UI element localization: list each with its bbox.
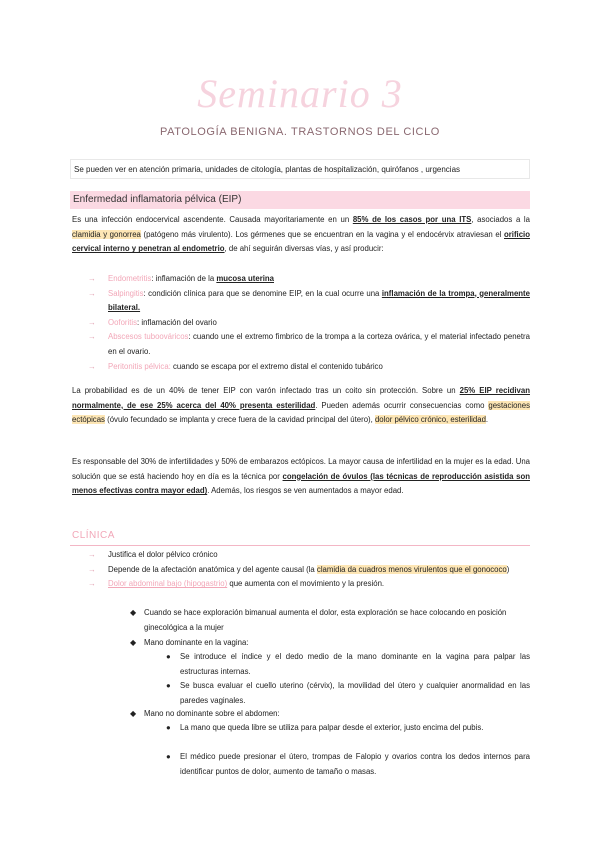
term: Peritonitis pélvica: [108,361,171,371]
sub-list-item [130,636,530,651]
underlined-text: congelación de óvulos (las técnicas de reproducción asistida son menos efectivas contra mayor edad) [72,471,530,496]
text-run: : inflamación del ovario [137,317,217,327]
list-item [88,287,530,316]
term: Abscesos tuboováricos [108,332,189,342]
term: Ooforitis [108,317,138,327]
text-run: , de ahí seguirán diversas vías, y así producir: [224,244,384,254]
intro-box: Se pueden ver en atención primaria, unidades de citología, plantas de hospitalización, quirófanos , urgencias [70,159,530,179]
sub-sub-list-item [166,750,530,779]
underlined-text: 25% EIP recidivan normalmente, de ese 25% acerca del 40% presenta esterilidad [72,386,530,410]
text-run: La probabilidad es de un 40% de tener EIP con varón infectado tras un coito sin protección. Sobre un [72,386,460,395]
term: Dolor abdominal bajo (hipogastrio) [108,579,228,589]
underlined-text: mucosa uterina [216,274,274,283]
text-run: . Además, los riesgos se ven aumentados a mayor edad. [207,486,404,496]
text-run: Depende de la afectación anatómica y del agente causal (la [108,564,317,574]
list-item [88,330,530,359]
clinica-list [88,548,530,592]
list-item [88,563,530,578]
list-item [88,577,530,592]
term: Endometritis [108,274,152,283]
highlighted-text: dolor pélvico crónico, esterilidad [374,415,486,425]
text-run: , asociados a la [471,215,530,224]
term: Salpingitis [108,288,144,298]
text-run: Es una infección endocervical ascendente. Causada mayoritariamente en un [72,215,353,224]
page-title: Seminario 3 [197,71,403,116]
list-item [88,316,530,331]
list-item [88,548,530,563]
dot-bullet-icon: ● [166,681,171,690]
diamond-bullet-icon: ◆ [130,709,136,718]
sub-sub-list-item [166,650,530,679]
dot-bullet-icon: ● [166,752,171,761]
text-run: La mano que queda libre se utiliza para palpar desde el exterior, justo encima del pubis. [180,723,484,732]
highlighted-text: clamidia da cuadros menos virulentos que el gonococo [316,564,507,574]
highlighted-text: clamidia y gonorrea [72,229,141,239]
eip-paragraph-1 [72,213,530,257]
page-subtitle: PATOLOGÍA BENIGNA. TRASTORNOS DEL CICLO [160,126,440,138]
sub-sub-list-item [166,721,530,736]
underlined-text: orificio cervical interno y penetran al endometrio [72,229,530,254]
text-run: : inflamación de la [151,274,217,283]
text-run: Cuando se hace exploración bimanual aumenta el dolor, esta exploración se hace colocando en posición ginecológica a la mujer [144,608,507,632]
text-run: Se busca evaluar el cuello uterino (cérvix), la movilidad del útero y cualquier anormalidad en las paredes vaginales. [180,681,530,705]
highlighted-text: gestaciones ectópicas [72,400,530,425]
dot-bullet-icon: ● [166,652,171,661]
sub-list-item [130,606,530,635]
dot-bullet-icon: ● [166,723,171,732]
text-run: Mano dominante en la vagina: [144,638,249,647]
sub-sub-list-item [166,679,530,708]
diamond-bullet-icon: ◆ [130,638,136,647]
text-run: . [485,415,489,425]
sub-list-item [130,707,530,722]
text-run: cuando se escapa por el extremo distal el contenido tubárico [170,361,383,371]
underlined-text: 85% de los casos por una ITS [352,215,472,224]
section-heading-eip: Enfermedad inflamatoria pélvica (EIP) [70,191,530,209]
text-run: Justifica el dolor pélvico crónico [108,550,218,559]
section-heading-clinica: CLÍNICA [72,530,115,541]
text-run: . Pueden además ocurrir consecuencias como [315,400,489,410]
text-run: Mano no dominante sobre el abdomen: [144,709,280,718]
text-run: (óvulo fecundado se implanta y crece fuera de la cavidad principal del útero), [104,415,375,425]
text-run: : condición clínica para que se denomine EIP, en la cual ocurre una [143,288,382,298]
divider [70,545,530,546]
list-item [88,272,530,287]
text-run: : cuando une el extremo fimbrico de la trompa a la corteza ovárica, y el material infectado penetra en el ovario. [108,332,530,356]
eip-types-list [88,272,530,374]
underlined-text: inflamación de la trompa, generalmente bilateral. [108,288,530,313]
eip-paragraph-2 [72,384,530,428]
text-run: El médico puede presionar el útero, trompas de Falopio y ovarios contra los dedos internos para identificar puntos de dolor, aumento de tamaño o masas. [180,752,530,776]
list-item [88,360,530,375]
diamond-bullet-icon: ◆ [130,608,136,617]
text-run: que aumenta con el movimiento y la presión. [227,579,385,589]
eip-paragraph-3 [72,455,530,499]
text-run: (patógeno más virulento). Los gérmenes que se encuentran en la vagina y el endocérvix atraviesan el [140,229,504,239]
text-run: ) [506,564,510,574]
text-run: Es responsable del 30% de infertilidades y 50% de embarazos ectópicos. La mayor causa de infertilidad en la mujer es la edad. Una solución que se está haciendo hoy en día es la técnica por [72,457,530,481]
text-run: Se introduce el índice y el dedo medio de la mano dominante en la vagina para palpar las estructuras internas. [180,652,530,676]
